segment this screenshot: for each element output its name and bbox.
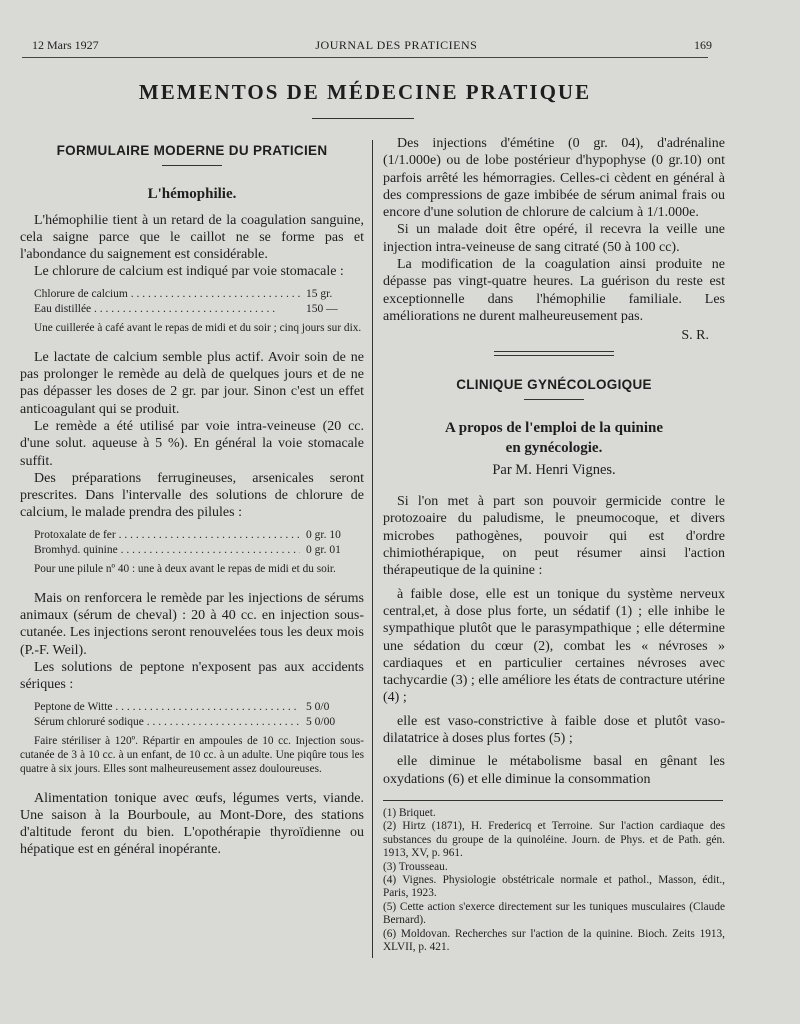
paragraph: à faible dose, elle est un tonique du système nerveux central,et, à dose plus forte, un sédatif (1) ; elle inhibe le sympathique plutôt que le parasympathique ; elle détermine une sédation du cœur (2), combat les « névroses » cardiaques et en particulier certaines névroses avec tachycardie (3) ; elle améliore les états de contracture utérine (4) ; bbox=[383, 586, 725, 706]
prescription-row: Sérum chloruré sodique . . . 5 0/00 bbox=[34, 715, 364, 730]
paragraph: elle est vaso-constrictive à faible dose et plutôt vaso-dilatatrice à doses plus fortes (5) ; bbox=[383, 713, 725, 747]
prescription-row: Peptone de Witte . . . 5 0/0 bbox=[34, 700, 364, 715]
right-column bbox=[383, 135, 725, 954]
prescription-note: Faire stériliser à 120º. Répartir en ampoules de 10 cc. Injection sous-cutanée de 3 à 10 cc. à un enfant, de 10 cc. à un adulte. Une piqûre tous les quatre à six jours. Elles sont malheureusement assez douloureuses. bbox=[20, 734, 364, 775]
section-rule bbox=[524, 399, 584, 400]
paragraph: Les solutions de peptone n'exposent pas aux accidents sériques : bbox=[20, 659, 364, 693]
header-rule bbox=[22, 57, 708, 58]
footnote: (3) Trousseau. bbox=[383, 860, 448, 873]
prescription-1 bbox=[34, 287, 364, 317]
prescription-row: Protoxalate de fer . . . 0 gr. 10 bbox=[34, 528, 364, 543]
section-heading-formulaire: FORMULAIRE MODERNE DU PRATICIEN bbox=[56, 143, 328, 158]
footnote: (4) Vignes. Physiologie obstétricale normale et pathol., Masson, édit., Paris, 1923. bbox=[383, 873, 725, 900]
paragraph: Mais on renforcera le remède par les injections de sérums animaux (sérum de cheval) : 20 à 40 cc. en injection sous-cutanée. Les injections seront renouvelées tous les deux mois (P.-F. Weil). bbox=[20, 590, 364, 658]
title-underline bbox=[312, 118, 414, 119]
prescription-row: Bromhyd. quinine . . . 0 gr. 01 bbox=[34, 543, 364, 558]
issue-date: 12 Mars 1927 bbox=[32, 38, 99, 52]
section-heading-clinique: CLINIQUE GYNÉCOLOGIQUE bbox=[456, 376, 652, 392]
paragraph: Si l'on met à part son pouvoir germicide contre le protozoaire du paludisme, le pneumocoque, et divers microbes pathogènes, pouvoir qui est d'ordre chimiothérapique, on peut résumer ainsi l'action thérapeutique de la quinine : bbox=[383, 494, 725, 579]
section-rule bbox=[162, 165, 222, 166]
article-title-line2: en gynécologie. bbox=[505, 439, 603, 456]
article-title-line1: A propos de l'emploi de la quinine bbox=[444, 419, 664, 436]
footnotes bbox=[383, 807, 725, 954]
paragraph: Des injections d'émétine (0 gr. 04), d'adrénaline (1/1.000e) ou de lobe postérieur d'hypophyse (0 gr.10) ont parfois arrêté les hémorragies. Celles-ci cèdent en général à des compressions de gaze imbibée de sérum animal frais ou encore d'une solution de chlorure de calcium à 1/1.000e. bbox=[383, 136, 725, 221]
footnote: (2) Hirtz (1871), H. Fredericq et Terroine. Sur l'action cardiaque des substances du groupe de la quinoléine. Journ. de Phys. et de Path. gén. 1913, XV, p. 961. bbox=[383, 820, 725, 860]
paragraph: Le chlorure de calcium est indiqué par voie stomacale : bbox=[34, 264, 344, 280]
prescription-note: Une cuillerée à café avant le repas de midi et du soir ; cinq jours sur dix. bbox=[34, 321, 362, 334]
article-author: Par M. Henri Vignes. bbox=[492, 461, 616, 478]
paragraph: L'hémophilie tient à un retard de la coagulation sanguine, cela saigne parce que le caillot ne se forme pas et l'abondance du saignement est considérable. bbox=[20, 212, 364, 263]
footnote-rule bbox=[383, 800, 723, 801]
footnote: (1) Briquet. bbox=[383, 806, 436, 819]
left-column bbox=[20, 140, 364, 859]
paragraph: elle diminue le métabolisme basal en gênant les oxydations (6) et elle diminue la consommation bbox=[383, 754, 725, 787]
column-divider bbox=[372, 140, 373, 958]
prescription-3 bbox=[34, 700, 364, 730]
paragraph: Le remède a été utilisé par voie intra-veineuse (20 cc. d'une solut. aqueuse à 5 %). En général la voie stomacale suffit. bbox=[20, 418, 364, 469]
paragraph: Alimentation tonique avec œufs, légumes verts, viande. Une saison à la Bourboule, au Mont-Dore, des stations d'altitude feront du bien. L'opothérapie thyroïdienne ou hépatique est en général inopérante. bbox=[20, 790, 364, 858]
footnote: (5) Cette action s'exerce directement sur les tuniques musculaires (Claude Bernard). bbox=[383, 900, 725, 927]
prescription-row: Eau distillée . . . 150 — bbox=[34, 302, 364, 317]
paragraph: Si un malade doit être opéré, il recevra la veille une injection intra-veineuse de sang citraté (50 à 100 cc). bbox=[383, 222, 725, 255]
prescription-2 bbox=[34, 528, 364, 558]
paragraph: Le lactate de calcium semble plus actif. Avoir soin de ne pas prolonger le remède au delà de quelques jours et de ne pas dépasser les doses de 2 gr. par jour. Sinon c'est un effet anticoagulant qui se produit. bbox=[20, 349, 364, 417]
prescription-row: Chlorure de calcium . . . 15 gr. bbox=[34, 287, 364, 302]
page-title: MEMENTOS DE MÉDECINE PRATIQUE bbox=[138, 80, 592, 104]
section-separator bbox=[494, 351, 614, 356]
journal-name: JOURNAL DES PRATICIENS bbox=[315, 38, 478, 52]
running-header bbox=[32, 38, 712, 53]
paragraph: Des préparations ferrugineuses, arsenicales seront prescrites. Dans l'intervalle des solutions de chlorure de calcium, le malade prendra des pilules : bbox=[20, 470, 364, 521]
page-number: 169 bbox=[693, 38, 712, 52]
paragraph: La modification de la coagulation ainsi produite ne dépasse pas vingt-quatre heures. La guérison du reste est exceptionnelle dans l'hémophilie familiale. Les améliorations ne durent malheureusement pas. bbox=[383, 257, 725, 324]
prescription-note: Pour une pilule nº 40 : une à deux avant le repas de midi et du soir. bbox=[34, 562, 336, 575]
subtitle-hemophilie: L'hémophilie. bbox=[147, 186, 237, 203]
author-signature: S. R. bbox=[681, 328, 709, 344]
footnote: (6) Moldovan. Recherches sur l'action de la quinine. Bioch. Zeits 1913, XLVII, p. 421. bbox=[383, 927, 725, 953]
